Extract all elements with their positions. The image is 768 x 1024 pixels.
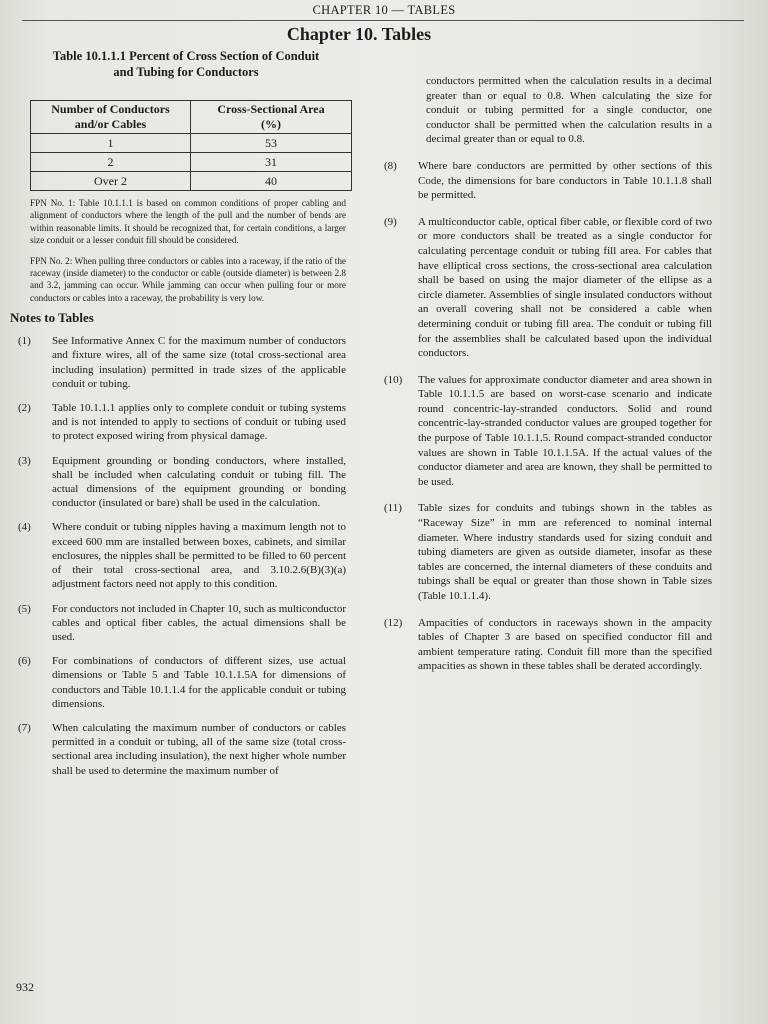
fine-print-note-1: FPN No. 1: Table 10.1.1.1 is based on common conditions of proper cabling and alignment of conductors where the length of the pull and the number of bends are within reasonable limits. It should be recognized that, for certain conditions, a larger size conduit or a lesser conduit fill should be considered.: [30, 198, 346, 246]
note-number: (10): [384, 373, 403, 386]
note-number: (2): [18, 402, 31, 415]
note-item: [16, 520, 346, 591]
table-title: [16, 48, 346, 80]
header-rule: [22, 20, 744, 21]
table-cell-conductors: Over 2: [31, 172, 191, 191]
note-item: [384, 501, 712, 603]
table-cell-area: 40: [191, 172, 352, 191]
note-text: Table 10.1.1.1 applies only to complete conduit or tubing systems and is not intended to apply to sections of conduit or tubing used to protect exposed wiring from physical damage.: [52, 402, 346, 443]
note-item: [16, 602, 346, 645]
note-text: For conductors not included in Chapter 10, such as multiconductor cables and optical fiber cables, the actual dimensions shall be used.: [52, 602, 346, 643]
note-item: [384, 373, 712, 490]
note-text: Where bare conductors are permitted by other sections of this Code, the dimensions for bare conductors in Table 10.1.1.8 shall be permitted.: [418, 159, 712, 202]
table-row: [31, 153, 352, 172]
note-number: (8): [384, 159, 397, 172]
column-header-area: Cross-Sectional Area (%): [191, 101, 352, 134]
note-number: (11): [384, 502, 402, 515]
note-number: (5): [18, 602, 31, 615]
note-item: [16, 654, 346, 711]
note-item: [16, 454, 346, 511]
table-cell-area: 31: [191, 153, 352, 172]
note-text: Ampacities of conductors in raceways shown in the ampacity tables of Chapter 3 are based on specified conductor fill and ambient temperature rating. Conduit fill more than the specified ampacities as shown in these tables shall be derated accordingly.: [418, 616, 712, 673]
note-text: Where conduit or tubing nipples having a maximum length not to exceed 600 mm are installed between boxes, cabinets, and similar enclosures, the nipples shall be permitted to be filled to 60 percent of their total cross-sectional area, and 3.10.2.6(B)(3)(a) adjustment factors need not apply to this condition.: [52, 521, 346, 591]
table-header-row: [31, 101, 352, 134]
note-text: Table sizes for conduits and tubings shown in the tables as “Raceway Size” in mm are referenced to nominal internal diameter. Where industry standards used for sizing conduit and tubing diameters are given as outside diameter, insofar as these tables are concerned, the internal diameters of these conduits and tubings shall be equal or greater than those shown in Table sizes (Table 10.1.1.4).: [418, 502, 712, 602]
table-title-line1: Table 10.1.1.1 Percent of Cross Section of Conduit: [52, 49, 320, 63]
note-item: [16, 334, 346, 391]
note-number: (7): [18, 721, 31, 734]
note-number: (9): [384, 215, 397, 228]
note-number: (12): [384, 616, 403, 629]
note-item: [384, 616, 712, 674]
note-number: (4): [18, 521, 31, 534]
table-title-line2: and Tubing for Conductors: [113, 65, 259, 79]
note-number: (3): [18, 454, 31, 467]
notes-heading: Notes to Tables: [10, 310, 94, 326]
table-cell-conductors: 2: [31, 153, 191, 172]
note-text: The values for approximate conductor diameter and area shown in Table 10.1.1.5 are based on worst-case scenario and indicate round concentric-lay-stranded conductors. Solid and round concentric-lay-stranded conductor values are grouped together for the purpose of Table 10.1.1.5. Round compact-stranded conductor values are shown in Table 10.1.1.5A. If the actual values of the conductor diameter and area are known, they shall be permitted to be used.: [418, 373, 712, 488]
note-item: [384, 159, 712, 203]
note-item: [384, 215, 712, 361]
running-head: CHAPTER 10 — TABLES: [312, 3, 456, 17]
note-number: (1): [18, 335, 31, 348]
chapter-title: Chapter 10. Tables: [286, 24, 432, 44]
table-row: [31, 172, 352, 191]
table-cell-conductors: 1: [31, 134, 191, 153]
note-text: Equipment grounding or bonding conductors, where installed, shall be included when calculating conduit or tubing fill. The actual dimensions of the equipment grounding or bonding conductor (insulated or bare) shall be used in the calculation.: [52, 454, 346, 510]
page-number: 932: [16, 980, 34, 994]
column-header-conductors: Number of Conductors and/or Cables: [31, 101, 191, 134]
conduit-fill-table: [30, 100, 352, 191]
table-row: [31, 134, 352, 153]
note-item: [16, 721, 346, 778]
note-text: See Informative Annex C for the maximum number of conductors and fixture wires, all of the same size (total cross-sectional area including insulation) permitted in trade sizes of the applicable conduit or tubing.: [52, 335, 346, 390]
right-column: [384, 74, 712, 686]
note-text: A multiconductor cable, optical fiber cable, or flexible cord of two or more conductors shall be treated as a single conductor for calculating percentage conduit or tubing fill area. For cables that have elliptical cross sections, the cross-sectional area calculation shall be based on using the major diameter of the ellipse as a circle diameter. Assemblies of single insulated conductors without an overall covering shall not be considered a cable when determining conduit or tubing fill area. The conduit or tubing fill for the assemblies shall be calculated based upon the individual conductors.: [418, 215, 712, 360]
note-item: [16, 401, 346, 444]
note-7-continuation: conductors permitted when the calculation results in a decimal greater than or equal to 0.8. When calculating the size for conduit or tubing permitted for a single conductor, one conductor shall be permitted when the calculation results in a decimal greater than or equal to 0.8.: [426, 75, 712, 146]
left-column: [10, 48, 346, 788]
note-text: For combinations of conductors of different sizes, use actual dimensions or Table 5 and Table 10.1.1.5A for dimensions of conductors and Table 10.1.1.4 for the applicable conduit or tubing dimensions.: [52, 655, 346, 710]
table-cell-area: 53: [191, 134, 352, 153]
note-text: When calculating the maximum number of conductors or cables permitted in a conduit or tubing, all of the same size (total cross-sectional area including insulation), the next higher whole number shall be used to determine the maximum number of: [52, 721, 346, 777]
note-number: (6): [18, 655, 31, 668]
fine-print-note-2: FPN No. 2: When pulling three conductors or cables into a raceway, if the ratio of the raceway (inside diameter) to the conductor or cable (outside diameter) is between 2.8 and 3.2, jamming can occur. While jamming can occur when pulling four or more conductors or cables into a raceway, the probability is very low.: [30, 255, 346, 303]
